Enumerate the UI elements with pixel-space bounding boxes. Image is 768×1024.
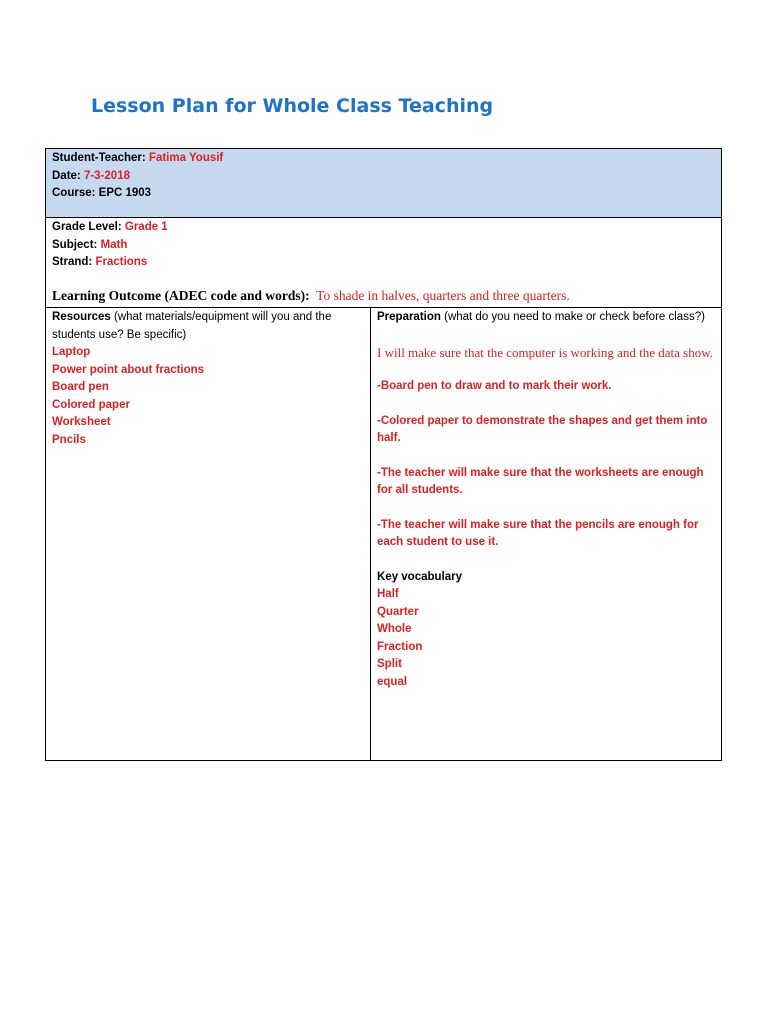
student-teacher-value: Fatima Yousif bbox=[148, 152, 224, 164]
preparation-header-title: Preparation bbox=[377, 311, 441, 323]
vocabulary-list bbox=[377, 586, 715, 691]
resources-header-desc: (what materials/equipment will you and the students use? Be specific) bbox=[52, 311, 332, 341]
preparation-intro: I will make sure that the computer is working and the data show. bbox=[377, 344, 713, 360]
preparation-point: -The teacher will make sure that the pencils are enough for each student to use it. bbox=[377, 518, 699, 548]
resource-item: Pncils bbox=[52, 433, 86, 446]
strand-value: Fractions bbox=[95, 256, 148, 268]
vocabulary-item: Half bbox=[377, 588, 399, 600]
page-title: Lesson Plan for Whole Class Teaching bbox=[91, 95, 494, 117]
grade-label: Grade Level: bbox=[52, 221, 125, 233]
lesson-plan-table bbox=[45, 148, 722, 761]
date-line bbox=[52, 168, 715, 186]
resource-item: Worksheet bbox=[52, 416, 111, 428]
grade-line bbox=[52, 219, 715, 237]
strand-line bbox=[52, 254, 715, 272]
lesson-details-section bbox=[46, 218, 721, 307]
subject-value: Math bbox=[100, 238, 128, 251]
resources-header-title: Resources bbox=[52, 311, 111, 323]
learning-outcome-line bbox=[52, 288, 570, 304]
vocabulary-item: Whole bbox=[377, 623, 412, 635]
subject-line bbox=[52, 237, 715, 255]
vocabulary-item: Split bbox=[377, 658, 402, 670]
teacher-info-section bbox=[46, 149, 721, 218]
resources-column bbox=[46, 308, 370, 760]
student-teacher-line bbox=[52, 150, 715, 168]
preparation-header-desc: (what do you need to make or check before class?) bbox=[440, 311, 705, 323]
course-line bbox=[52, 185, 715, 203]
resource-item: Colored paper bbox=[52, 398, 130, 411]
resource-item: Laptop bbox=[52, 346, 91, 358]
resource-item: Power point about fractions bbox=[52, 363, 205, 376]
preparation-point: -Colored paper to demonstrate the shapes and get them into half. bbox=[377, 414, 708, 444]
resources-preparation-section bbox=[46, 307, 721, 760]
preparation-point: -The teacher will make sure that the worksheets are enough for all students. bbox=[377, 466, 704, 496]
learning-outcome-label: Learning Outcome (ADEC code and words): bbox=[52, 288, 310, 303]
subject-label: Subject: bbox=[52, 238, 101, 251]
resource-item: Board pen bbox=[52, 381, 109, 393]
resources-list bbox=[52, 344, 364, 449]
date-label: Date: bbox=[52, 169, 84, 182]
key-vocabulary-heading: Key vocabulary bbox=[377, 570, 463, 583]
course-label: Course: EPC 1903 bbox=[52, 187, 152, 199]
grade-value: Grade 1 bbox=[124, 221, 168, 233]
date-value: 7-3-2018 bbox=[83, 169, 130, 182]
vocabulary-item: Fraction bbox=[377, 640, 423, 653]
learning-outcome-value: To shade in halves, quarters and three quarters. bbox=[316, 288, 570, 303]
resources-header bbox=[52, 309, 364, 344]
preparation-header bbox=[377, 309, 715, 327]
vocabulary-item: Quarter bbox=[377, 605, 419, 618]
strand-label: Strand: bbox=[52, 256, 96, 268]
preparation-point: -Board pen to draw and to mark their work. bbox=[377, 380, 612, 392]
preparation-column bbox=[370, 308, 721, 760]
vocabulary-item: equal bbox=[377, 675, 408, 688]
student-teacher-label: Student-Teacher: bbox=[52, 152, 149, 164]
